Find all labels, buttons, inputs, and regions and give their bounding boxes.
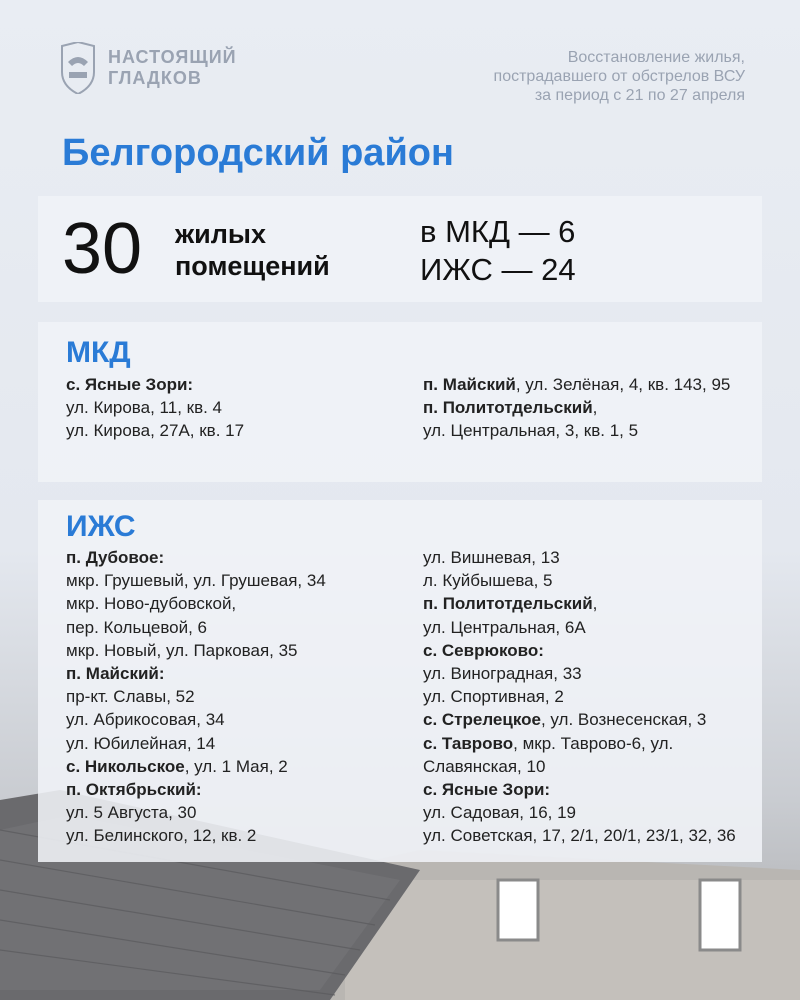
total-split	[420, 213, 576, 289]
locality-name: с. Севрюково:	[423, 640, 544, 660]
header-note	[365, 48, 745, 105]
address-text: л. Куйбышева, 5	[423, 571, 553, 591]
address-text: мкр. Грушевый, ул. Грушевая, 34	[66, 571, 326, 591]
locality-name: п. Майский	[423, 375, 516, 394]
address-text: ул. Центральная, 6А	[423, 617, 586, 637]
locality-name: п. Политотдельский	[423, 398, 593, 418]
address-line	[66, 824, 326, 847]
address-line	[423, 616, 736, 639]
address-line	[66, 569, 326, 592]
locality-name: с. Никольское	[66, 756, 185, 776]
izhs-right-column	[423, 546, 736, 848]
address-line	[423, 778, 736, 801]
address-line	[66, 546, 326, 569]
address-text: ул. Юбилейная, 14	[66, 733, 216, 753]
address-line	[66, 419, 244, 442]
izhs-card	[38, 500, 762, 862]
izhs-left-column	[66, 546, 326, 848]
address-line	[66, 616, 326, 639]
total-mkd: в МКД — 6	[420, 214, 576, 249]
address-line	[66, 639, 326, 662]
address-line	[423, 824, 736, 847]
mkd-left-column	[66, 373, 244, 443]
locality-name: с. Таврово	[423, 733, 514, 753]
address-line	[423, 708, 736, 731]
mkd-right-column	[423, 373, 730, 443]
address-line	[423, 396, 730, 419]
brand-line-2: ГЛАДКОВ	[108, 68, 202, 88]
address-text: ул. Садовая, 16, 19	[423, 803, 576, 823]
address-text: ул. Кирова, 11, кв. 4	[66, 398, 223, 418]
header-note-line-2: пострадавшего от обстрелов ВСУ	[493, 68, 745, 85]
address-line	[66, 732, 326, 755]
address-line	[66, 801, 326, 824]
totals-card	[38, 196, 762, 302]
address-text: мкр. Ново-дубовской,	[66, 594, 237, 614]
address-line	[66, 778, 326, 801]
total-label-line-2: помещений	[175, 251, 330, 281]
address-text: , ул. Зелёная, 4, кв. 143, 95	[515, 375, 731, 394]
address-text: ул. 5 Августа, 30	[66, 803, 197, 823]
header-note-line-1: Восстановление жилья,	[567, 49, 745, 66]
locality-name: п. Дубовое:	[66, 548, 165, 567]
locality-name: п. Октябрьский:	[66, 780, 202, 800]
address-line	[66, 396, 244, 419]
mkd-card	[38, 322, 762, 482]
total-izhs: ИЖС — 24	[420, 252, 576, 287]
address-text: ,	[592, 398, 598, 418]
address-text: ул. Советская, 17, 2/1, 20/1, 23/1, 32, 36	[423, 826, 736, 846]
address-line	[423, 569, 736, 592]
address-text: Славянская, 10	[423, 756, 546, 776]
total-number: 30	[62, 209, 143, 289]
address-line	[423, 732, 736, 755]
locality-name: с. Стрелецкое	[423, 710, 541, 730]
locality-name: с. Ясные Зори:	[423, 780, 551, 800]
address-line	[423, 546, 736, 569]
locality-name: с. Ясные Зори:	[66, 375, 194, 394]
header-note-line-3: за период с 21 по 27 апреля	[534, 87, 745, 104]
address-line	[423, 662, 736, 685]
address-line	[66, 592, 326, 615]
address-line	[423, 801, 736, 824]
address-text: ул. Виноградная, 33	[423, 664, 582, 684]
total-label-line-1: жилых	[175, 219, 266, 249]
address-line	[423, 373, 730, 396]
address-text: пер. Кольцевой, 6	[66, 617, 208, 637]
address-line	[66, 755, 326, 778]
address-line	[66, 708, 326, 731]
address-text: ул. Центральная, 3, кв. 1, 5	[423, 421, 639, 441]
address-text: пр-кт. Славы, 52	[66, 687, 195, 707]
address-line	[66, 662, 326, 685]
locality-name: п. Майский:	[66, 664, 165, 684]
address-line	[66, 685, 326, 708]
district-title: Белгородский район	[62, 132, 454, 174]
address-text: мкр. Новый, ул. Парковая, 35	[66, 640, 298, 660]
address-text: ул. Белинского, 12, кв. 2	[66, 826, 257, 846]
address-text: , мкр. Таврово-6, ул.	[513, 733, 674, 753]
coat-of-arms-icon	[60, 42, 96, 94]
address-line	[423, 755, 736, 778]
address-text: ул. Вишневая, 13	[423, 548, 560, 567]
locality-name: п. Политотдельский	[423, 594, 593, 614]
address-text: , ул. 1 Мая, 2	[184, 756, 288, 776]
address-line	[423, 419, 730, 442]
address-text: , ул. Вознесенская, 3	[540, 710, 707, 730]
address-text: ул. Абрикосовая, 34	[66, 710, 225, 730]
brand-line-1: НАСТОЯЩИЙ	[108, 47, 237, 67]
address-line	[423, 592, 736, 615]
address-text: ул. Кирова, 27А, кв. 17	[66, 421, 245, 441]
address-line	[66, 373, 244, 396]
total-label	[175, 218, 330, 282]
address-text: ,	[592, 594, 598, 614]
address-text: ул. Спортивная, 2	[423, 687, 564, 707]
izhs-title: ИЖС	[66, 510, 136, 543]
brand-logo	[60, 42, 237, 94]
address-line	[423, 685, 736, 708]
mkd-title: МКД	[66, 336, 131, 369]
address-line	[423, 639, 736, 662]
